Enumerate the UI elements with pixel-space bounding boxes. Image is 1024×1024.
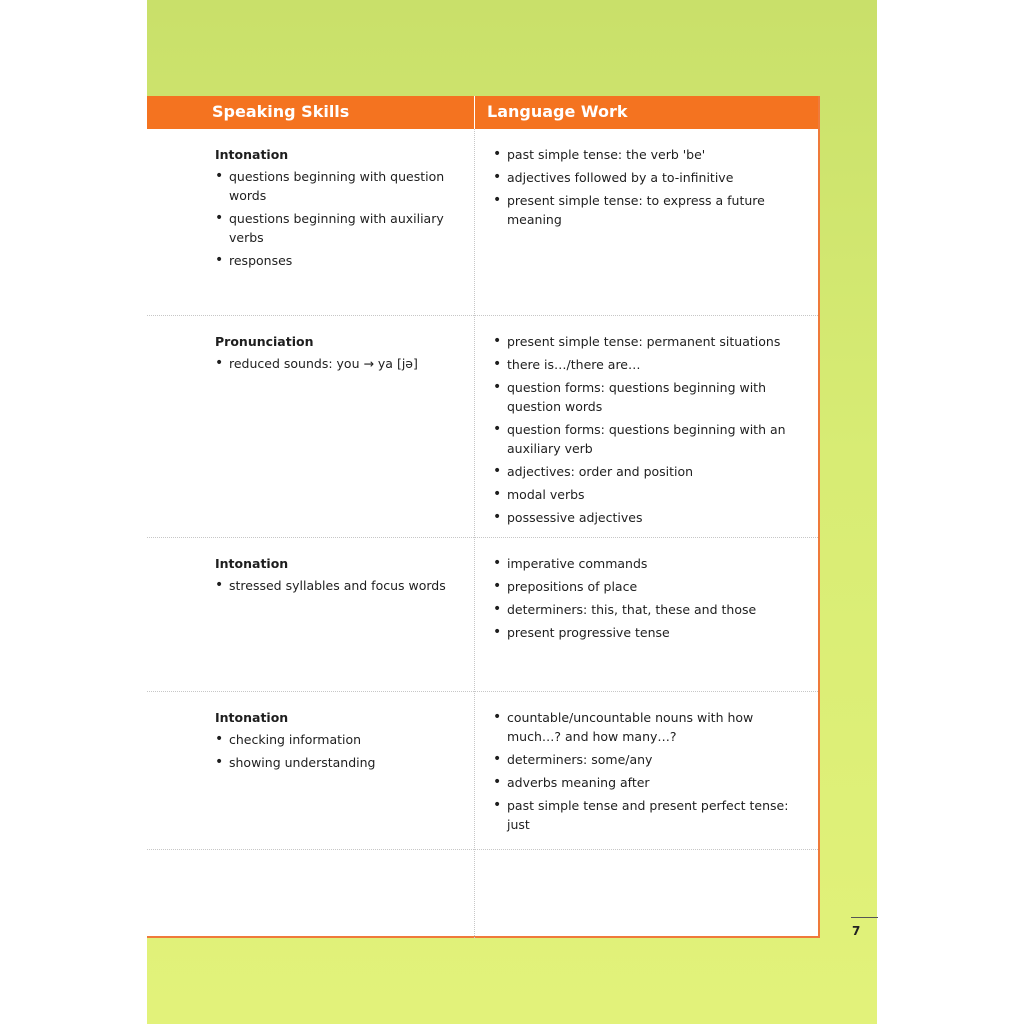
header-divider: [474, 96, 475, 129]
list-item: • question forms: questions beginning with question words: [493, 378, 803, 416]
speaking-heading: Pronunciation: [215, 334, 314, 349]
list-item: • present progressive tense: [493, 623, 803, 642]
speaking-cell: [215, 145, 455, 274]
list-item: • adjectives: order and position: [493, 462, 803, 481]
list-item: • modal verbs: [493, 485, 803, 504]
speaking-list: [215, 576, 455, 595]
list-item: • present simple tense: permanent situations: [493, 332, 803, 351]
speaking-heading: Intonation: [215, 710, 289, 725]
list-item: • stressed syllables and focus words: [215, 576, 455, 595]
list-item: • showing understanding: [215, 753, 455, 772]
row-divider: [147, 537, 818, 538]
speaking-heading: Intonation: [215, 147, 289, 162]
column-divider: [474, 129, 475, 938]
list-item: • there is…/there are…: [493, 355, 803, 374]
list-item: • past simple tense and present perfect tense: just: [493, 796, 803, 834]
list-item: • prepositions of place: [493, 577, 803, 596]
speaking-list: [215, 167, 455, 270]
speaking-list: [215, 730, 455, 772]
header-language-work: Language Work: [487, 102, 628, 121]
speaking-list: [215, 354, 455, 373]
list-item: • present simple tense: to express a future meaning: [493, 191, 803, 229]
list-item: • past simple tense: the verb 'be': [493, 145, 803, 164]
speaking-cell: [215, 332, 455, 377]
language-list: [493, 145, 803, 229]
language-list: [493, 554, 803, 642]
language-cell: [493, 332, 803, 531]
speaking-heading: Intonation: [215, 556, 289, 571]
list-item: • questions beginning with question words: [215, 167, 455, 205]
list-item: • determiners: this, that, these and those: [493, 600, 803, 619]
list-item: • adverbs meaning after: [493, 773, 803, 792]
language-cell: [493, 145, 803, 233]
list-item: • possessive adjectives: [493, 508, 803, 527]
syllabus-table: [147, 96, 820, 938]
speaking-cell: [215, 554, 455, 599]
list-item: • countable/uncountable nouns with how much…? and how many…?: [493, 708, 803, 746]
list-item: • reduced sounds: you → ya [jə]: [215, 354, 455, 373]
table-header: [147, 96, 818, 129]
row-divider: [147, 691, 818, 692]
list-item: • adjectives followed by a to-infinitive: [493, 168, 803, 187]
page-number: 7: [851, 917, 878, 938]
row-divider: [147, 849, 818, 850]
list-item: • determiners: some/any: [493, 750, 803, 769]
list-item: • responses: [215, 251, 455, 270]
language-list: [493, 708, 803, 834]
speaking-cell: [215, 708, 455, 776]
language-cell: [493, 708, 803, 838]
list-item: • questions beginning with auxiliary verbs: [215, 209, 455, 247]
list-item: • imperative commands: [493, 554, 803, 573]
language-list: [493, 332, 803, 527]
header-speaking-skills: Speaking Skills: [212, 102, 350, 121]
row-divider: [147, 315, 818, 316]
list-item: • question forms: questions beginning with an auxiliary verb: [493, 420, 803, 458]
list-item: • checking information: [215, 730, 455, 749]
language-cell: [493, 554, 803, 646]
